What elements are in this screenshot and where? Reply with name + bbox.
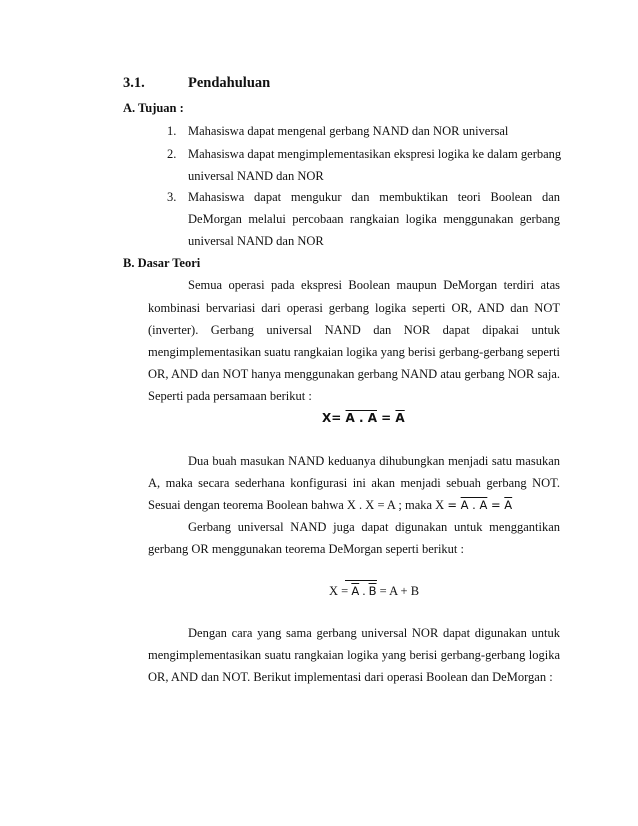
equation-nand-term: A . A: [345, 411, 377, 425]
paragraph-line: mengimplementasikan suatu rangkaian logika yang berisi gerbang-gerbang logika: [148, 648, 560, 662]
equation-result: $\overline{A}$: [395, 411, 405, 425]
list-item: Mahasiswa dapat mengenal gerbang NAND dan NOR universal: [188, 124, 509, 138]
inline-nand-term: A . A: [460, 498, 488, 512]
tujuan-heading: A. Tujuan :: [123, 101, 184, 115]
equation-lhs: X=: [322, 411, 342, 425]
list-item-number: 3.: [167, 190, 177, 204]
paragraph-line: Dengan cara yang sama gerbang universal NOR dapat digunakan untuk: [188, 626, 560, 640]
equation-dot: .: [359, 584, 369, 598]
list-item-continuation: DeMorgan melalui percobaan rangkaian logika menggunakan gerbang: [188, 212, 560, 226]
paragraph-line: (inverter). Gerbang universal NAND dan NOR dapat dipakai untuk: [148, 323, 560, 337]
paragraph-line: kombinasi bervariasi dari operasi gerbang logika seperti OR, AND dan NOT: [148, 301, 560, 315]
inline-equals: =: [447, 498, 461, 512]
paragraph-line: OR, AND dan NOT hanya menggunakan gerbang NAND atau gerbang NOR saja.: [148, 367, 560, 381]
equation-rhs: = A + B: [376, 584, 420, 598]
equation-b-bar: $\overline{B}$: [368, 584, 377, 598]
list-item: Mahasiswa dapat mengukur dan membuktikan teori Boolean dan: [188, 190, 560, 204]
paragraph-line: OR, AND dan NOT. Berikut implementasi dari operasi Boolean dan DeMorgan :: [148, 670, 553, 684]
list-item-number: 2.: [167, 147, 177, 161]
list-item: Mahasiswa dapat mengimplementasikan ekspresi logika ke dalam gerbang: [188, 147, 562, 161]
equation-equals: =: [377, 411, 396, 425]
inline-equals: =: [487, 498, 505, 512]
list-item-continuation: universal NAND dan NOR: [188, 234, 324, 248]
inline-result: $\overline{A}$: [504, 498, 513, 512]
equation-lhs: X =: [329, 584, 352, 598]
inline-equation: [447, 498, 512, 512]
paragraph-line-with-equation: [148, 498, 512, 513]
equation-outer-bar: [345, 580, 377, 581]
paragraph-line: mengimplementasikan suatu rangkaian logika yang berisi gerbang-gerbang seperti: [148, 345, 561, 359]
paragraph-line: Gerbang universal NAND juga dapat digunakan untuk menggantikan: [188, 520, 560, 534]
paragraph-line: Semua operasi pada ekspresi Boolean maupun DeMorgan terdiri atas: [188, 278, 560, 292]
section-number: 3.1.: [123, 75, 145, 91]
paragraph-text: Sesuai dengan teorema Boolean bahwa X . X = A ; maka X: [148, 498, 448, 512]
paragraph-line: gerbang OR menggunakan teorema DeMorgan seperti berikut :: [148, 542, 464, 556]
paragraph-line: A, maka secara sederhana konfigurasi ini akan menjadi sebuah gerbang NOT.: [148, 476, 560, 490]
section-title: Pendahuluan: [188, 75, 271, 91]
equation-not: [322, 411, 405, 425]
list-item-continuation: universal NAND dan NOR: [188, 169, 324, 183]
equation-demorgan: [329, 584, 419, 599]
paragraph-line: Seperti pada persamaan berikut :: [148, 389, 312, 403]
paragraph-line: Dua buah masukan NAND keduanya dihubungkan menjadi satu masukan: [188, 454, 560, 468]
list-item-number: 1.: [167, 124, 177, 138]
equation-a-bar: $\overline{A}$: [351, 584, 360, 598]
dasar-teori-heading: B. Dasar Teori: [123, 256, 201, 270]
